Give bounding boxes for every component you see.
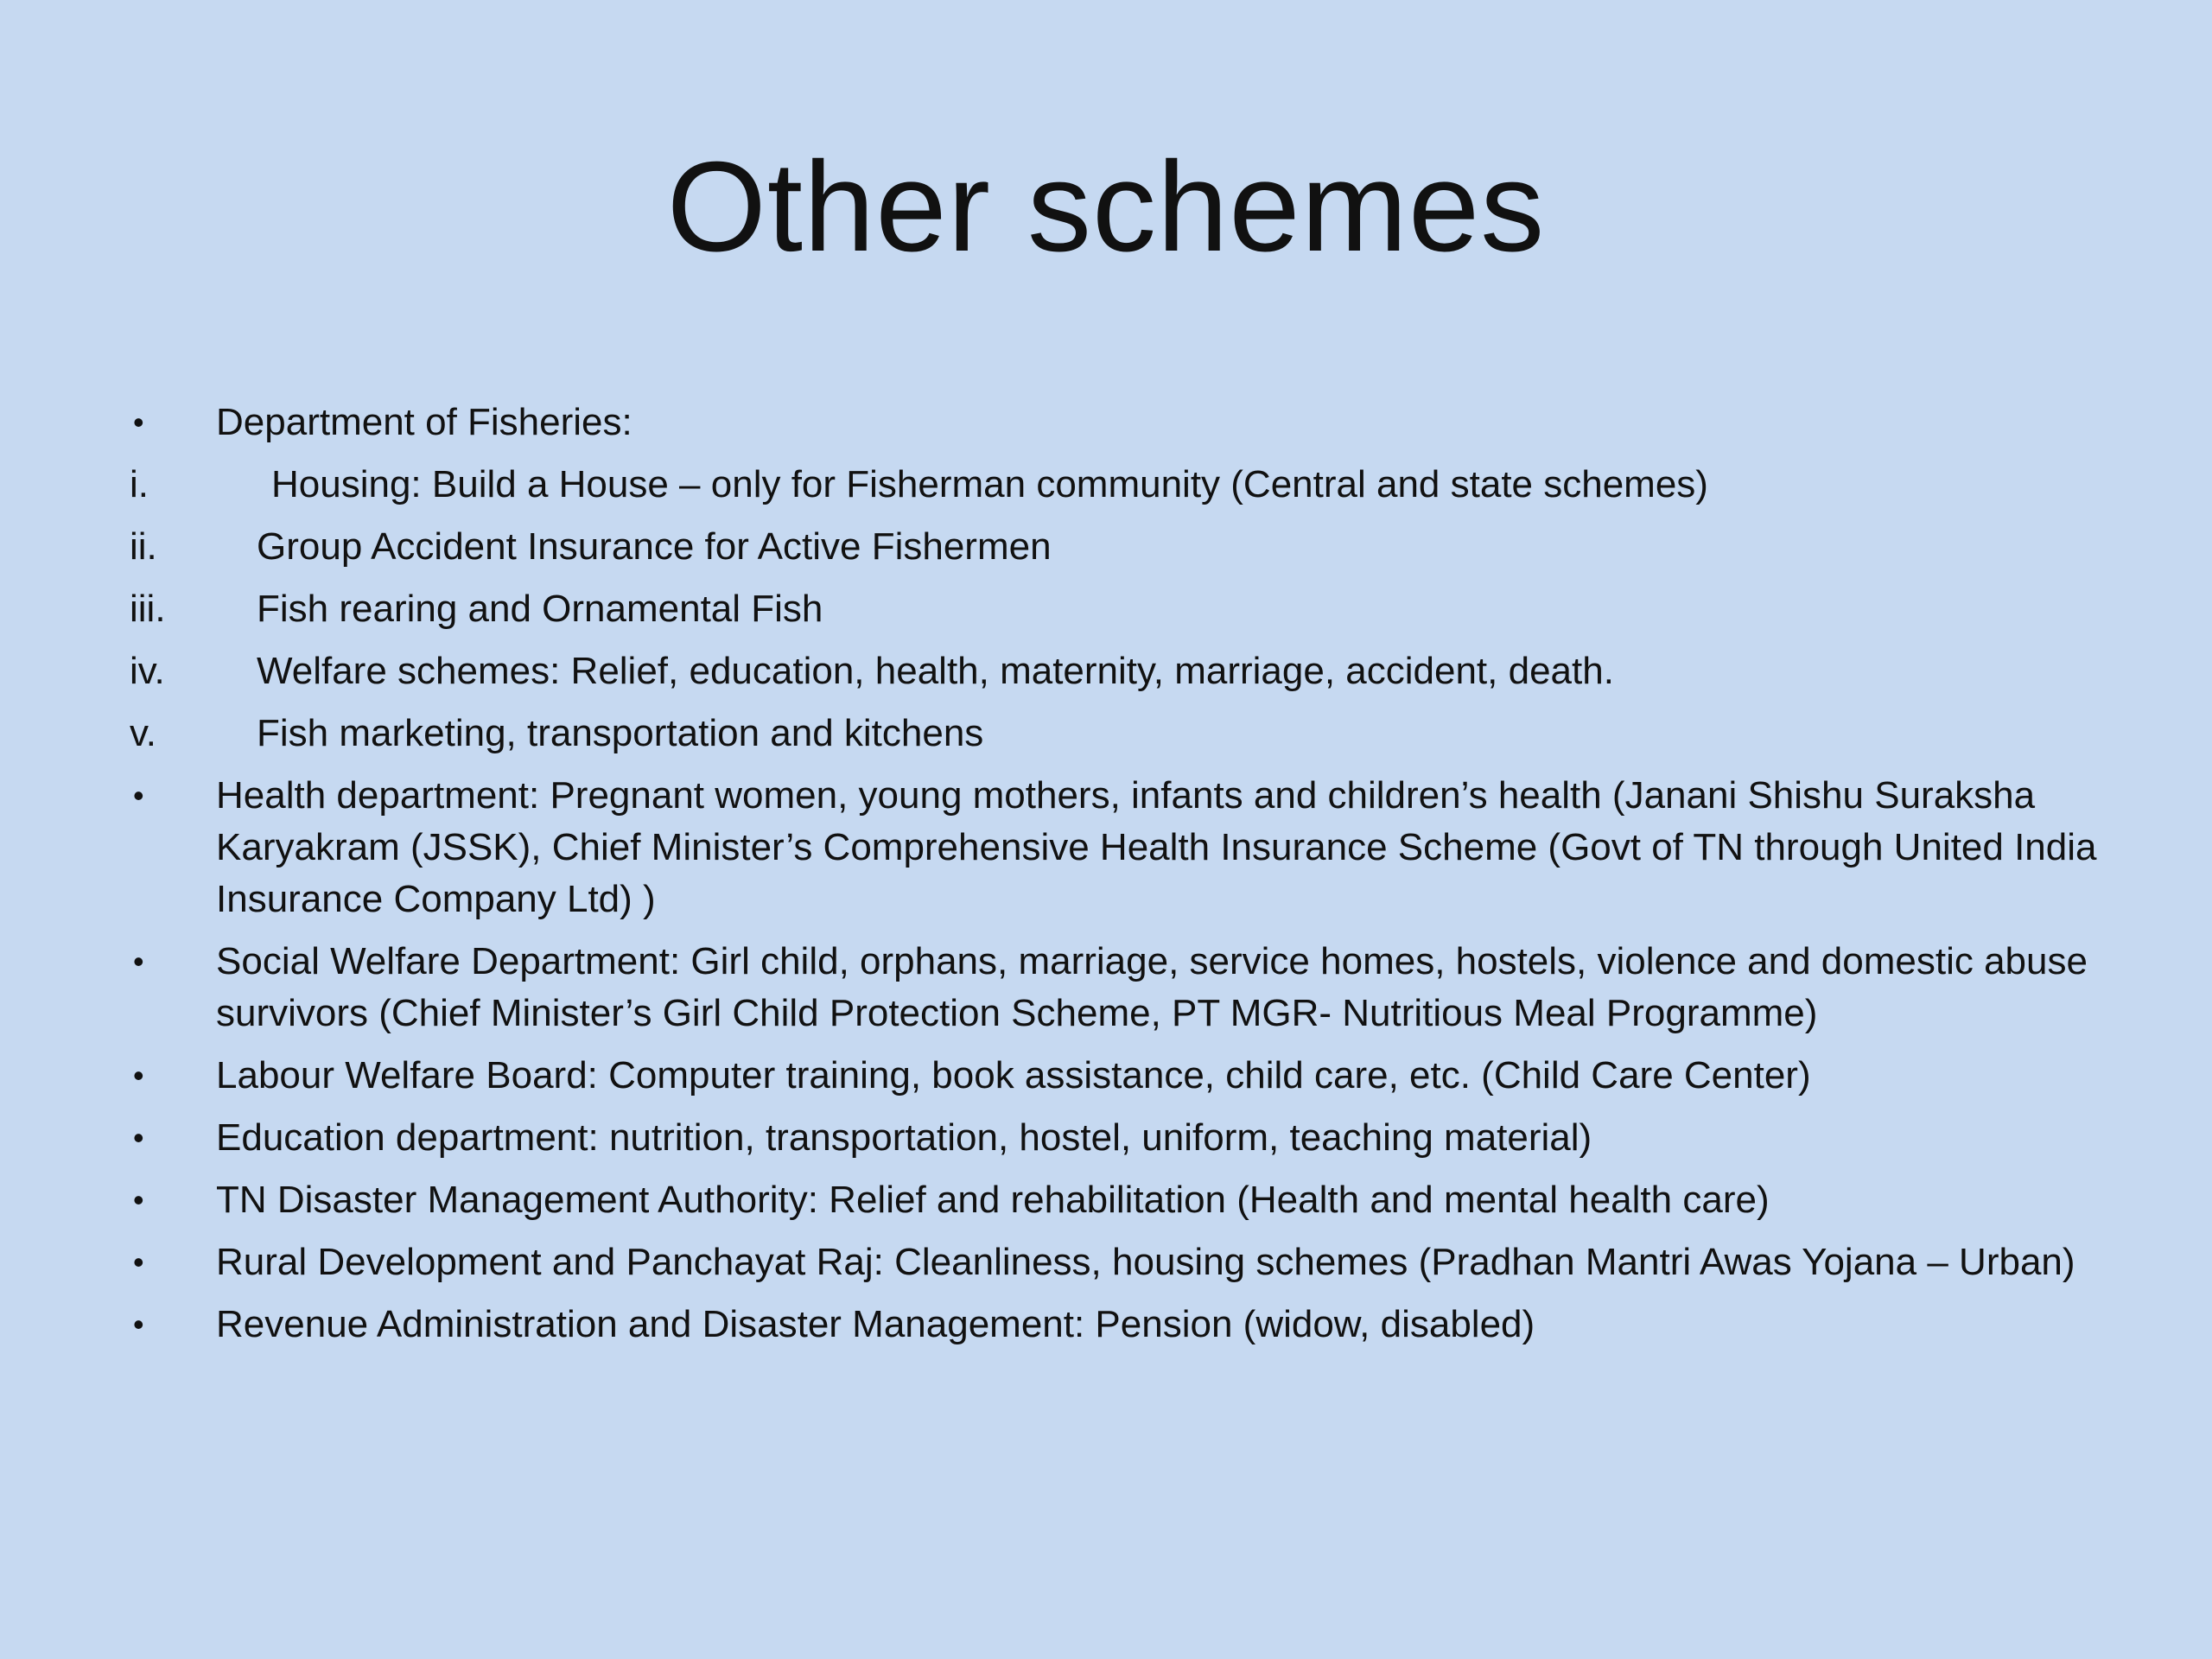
slide-title: Other schemes	[666, 136, 1546, 278]
list-item-welfare	[130, 645, 2100, 697]
roman-marker: v.	[130, 712, 156, 754]
bullet-marker: •	[133, 1306, 144, 1342]
roman-marker: iii.	[130, 588, 166, 630]
list-item-fisheries	[130, 397, 2100, 448]
bullet-marker: •	[133, 1244, 144, 1280]
bullet-marker: •	[133, 944, 144, 979]
list-item-text: Welfare schemes: Relief, education, health, maternity, marriage, accident, death.	[257, 650, 1614, 692]
bullet-marker: •	[133, 778, 144, 813]
list-item-education	[130, 1112, 2100, 1164]
bullet-marker: •	[133, 1182, 144, 1217]
bullet-marker: •	[133, 1058, 144, 1093]
list-item-rural-development	[130, 1236, 2100, 1288]
list-item-disaster-authority	[130, 1174, 2100, 1226]
list-item-text: Social Welfare Department: Girl child, orphans, marriage, service homes, hostels, violence and domestic abuse survivors (Chief Minister’s Girl Child Protection Scheme, PT MGR- Nutritious Meal Programme)	[216, 940, 2088, 1034]
list-item-text: Group Accident Insurance for Active Fishermen	[257, 525, 1052, 568]
list-item-labour-welfare	[130, 1050, 2100, 1102]
list-item-text: Rural Development and Panchayat Raj: Cleanliness, housing schemes (Pradhan Mantri Awas Yojana – Urban)	[216, 1241, 2075, 1283]
list-item-fish-marketing	[130, 708, 2100, 760]
list-item-revenue	[130, 1299, 2100, 1351]
list-item-text: Fish rearing and Ornamental Fish	[257, 588, 823, 630]
list-item-fish-rearing	[130, 583, 2100, 635]
roman-marker: i.	[130, 463, 149, 505]
bullet-marker: •	[133, 404, 144, 440]
list-item-housing	[130, 459, 2100, 511]
list-item-text: Department of Fisheries:	[216, 401, 632, 443]
list-item-text: Fish marketing, transportation and kitchens	[257, 712, 984, 754]
roman-marker: ii.	[130, 525, 157, 568]
roman-marker: iv.	[130, 650, 165, 692]
list-item-text: Housing: Build a House – only for Fisherman community (Central and state schemes)	[271, 463, 1708, 505]
list-item-insurance	[130, 521, 2100, 573]
list-item-social-welfare	[130, 936, 2100, 1039]
list-item-text: Education department: nutrition, transportation, hostel, uniform, teaching material)	[216, 1116, 1592, 1159]
list-item-text: TN Disaster Management Authority: Relief and rehabilitation (Health and mental health care)	[216, 1179, 1770, 1221]
list-item-text: Health department: Pregnant women, young mothers, infants and children’s health (Janani Shishu Suraksha Karyakram (JSSK), Chief Minister’s Comprehensive Health Insurance Scheme (Govt of TN through United India Insurance Company Ltd) )	[216, 774, 2097, 920]
list-item-health	[130, 770, 2100, 925]
list-item-text: Labour Welfare Board: Computer training, book assistance, child care, etc. (Child Care Center)	[216, 1054, 1811, 1096]
bullet-marker: •	[133, 1120, 144, 1155]
scheme-list	[130, 397, 2100, 1361]
list-item-text: Revenue Administration and Disaster Management: Pension (widow, disabled)	[216, 1303, 1535, 1345]
